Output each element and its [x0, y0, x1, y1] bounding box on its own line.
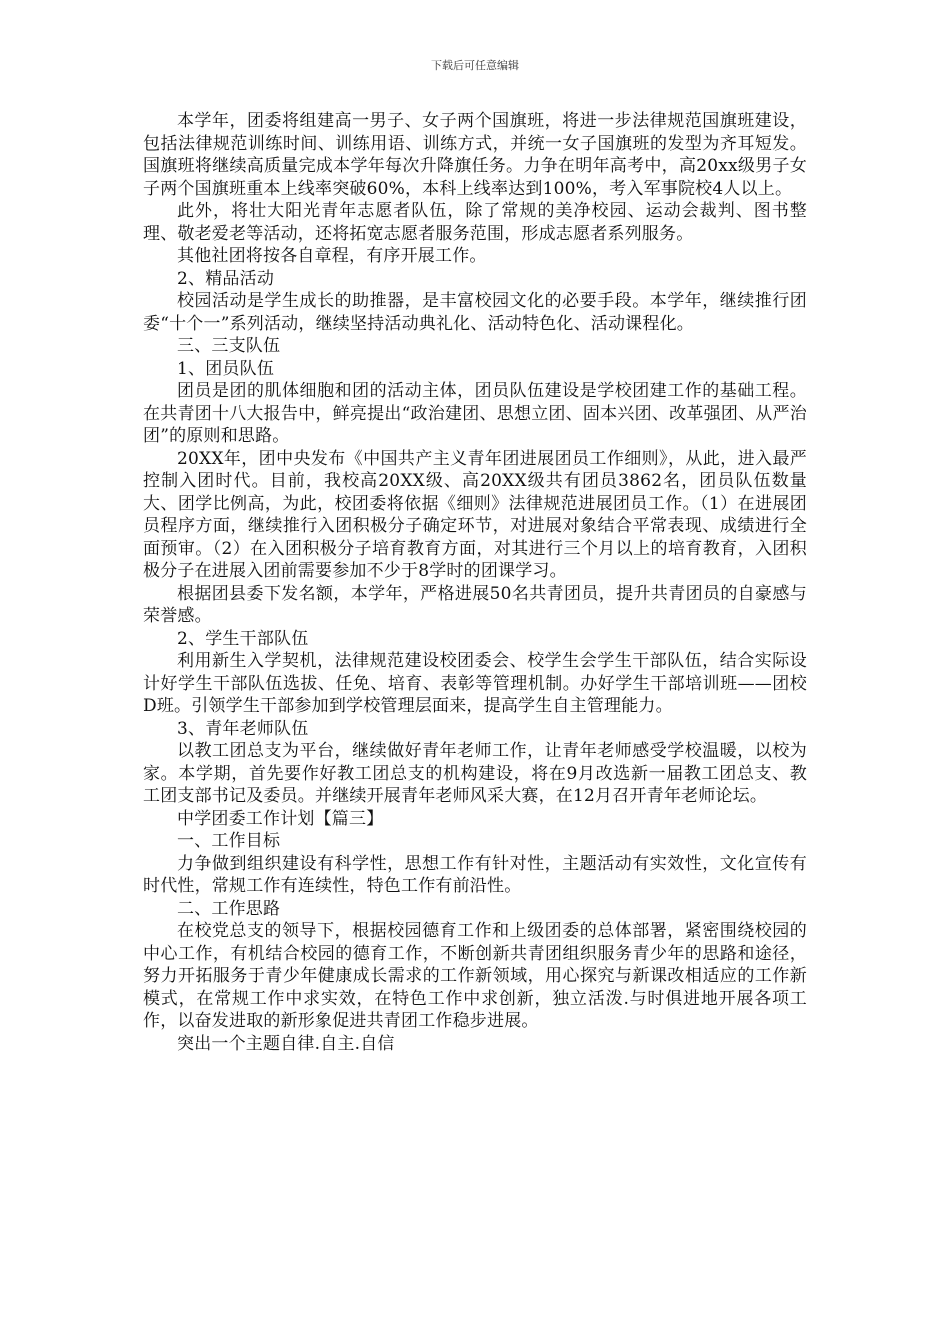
paragraph-other-clubs: 其他社团将按各自章程，有序开展工作。 — [177, 246, 487, 266]
paragraph-flag-team: 本学年，团委将组建高一男子、女子两个国旗班，将进一步法律规范国旗班建设，包括法律规范训练时间、训练用语、训练方式，并统一女子国旗班的发型为齐耳短发。国旗班将继续高质量完成本学年每次升降旗任务。力争在明年高考中，高20xx级男子女子两个国旗班重本上线率突破60%，本科上线率达到100%，考入军事院校4人以上。 — [143, 111, 807, 199]
paragraph-main-theme: 突出一个主题自律.自主.自信 — [177, 1033, 395, 1054]
heading-young-teachers: 3、青年老师队伍 — [177, 718, 309, 739]
paragraph-campus-activities: 校园活动是学生成长的助推器，是丰富校园文化的必要手段。本学年，继续推行团委“十个一”系列活动，继续坚持活动典礼化、活动特色化、活动课程化。 — [143, 291, 807, 334]
heading-work-approach: 二、工作思路 — [177, 898, 281, 919]
heading-student-cadre: 2、学生干部队伍 — [177, 628, 309, 649]
heading-quality-activities: 2、精品活动 — [177, 268, 275, 289]
paragraph-student-cadre: 利用新生入学契机，法律规范建设校团委会、校学生会学生干部队伍，结合实际设计好学生干部队伍选拔、任免、培育、表彰等管理机制。办好学生干部培训班——团校D班。引领学生干部参加到学校管理层面来，提高学生自主管理能力。 — [143, 651, 807, 716]
paragraph-young-teachers: 以教工团总支为平台，继续做好青年老师工作，让青年老师感受学校温暖，以校为家。本学期，首先要作好教工团总支的机构建设，将在9月改选新一届教工团总支、教工团支部书记及委员。并继续开展青年老师风采大赛，在12月召开青年老师论坛。 — [143, 741, 807, 806]
document-body — [143, 110, 807, 1055]
heading-work-goals: 一、工作目标 — [177, 831, 281, 851]
heading-member-team: 1、团员队伍 — [177, 358, 275, 379]
heading-three-teams: 三、三支队伍 — [177, 336, 281, 356]
paragraph-member-basis: 团员是团的肌体细胞和团的活动主体，团员队伍建设是学校团建工作的基础工程。在共青团十八大报告中，鲜亮提出“政治建团、思想立团、固本兴团、改革强团、从严治团”的原则和思路。 — [143, 381, 807, 446]
paragraph-work-approach: 在校党总支的领导下，根据校园德育工作和上级团委的总体部署，紧密围绕校园的中心工作，有机结合校园的德育工作，不断创新共青团组织服务青少年的思路和途径，努力开拓服务于青少年健康成长需求的工作新领域，用心探究与新课改相适应的工作新模式，在常规工作中求实效，在特色工作中求创新，独立活泼.与时俱进地开展各项工作，以奋发进取的新形象促进共青团工作稳步进展。 — [143, 921, 807, 1031]
paragraph-work-goals: 力争做到组织建设有科学性，思想工作有针对性，主题活动有实效性，文化宣传有时代性，常规工作有连续性，特色工作有前沿性。 — [143, 853, 807, 896]
page-header-note: 下载后可任意编辑 — [431, 59, 519, 72]
paragraph-member-quota: 根据团县委下发名额，本学年，严格进展50名共青团员，提升共青团员的自豪感与荣誉感。 — [143, 583, 807, 626]
paragraph-volunteers: 此外，将壮大阳光青年志愿者队伍，除了常规的美净校园、运动会裁判、图书整理、敬老爱老等活动，还将拓宽志愿者服务范围，形成志愿者系列服务。 — [143, 201, 807, 244]
paragraph-member-rules: 20XX年，团中央发布《中国共产主义青年团进展团员工作细则》，从此，进入最严控制入团时代。目前，我校高20XX级、高20XX级共有团员3862名，团员队伍数量大、团学比例高，为此，校团委将依据《细则》法律规范进展团员工作。（1）在进展团员程序方面，继续推行入团积极分子确定环节，对进展对象结合平常表现、成绩进行全面预审。（2）在入团积极分子培育教育方面，对其进行三个月以上的培育教育，入团积极分子在进展入团前需要参加不少于8学时的团课学习。 — [143, 448, 807, 581]
heading-plan-part-three: 中学团委工作计划【篇三】 — [177, 808, 384, 829]
